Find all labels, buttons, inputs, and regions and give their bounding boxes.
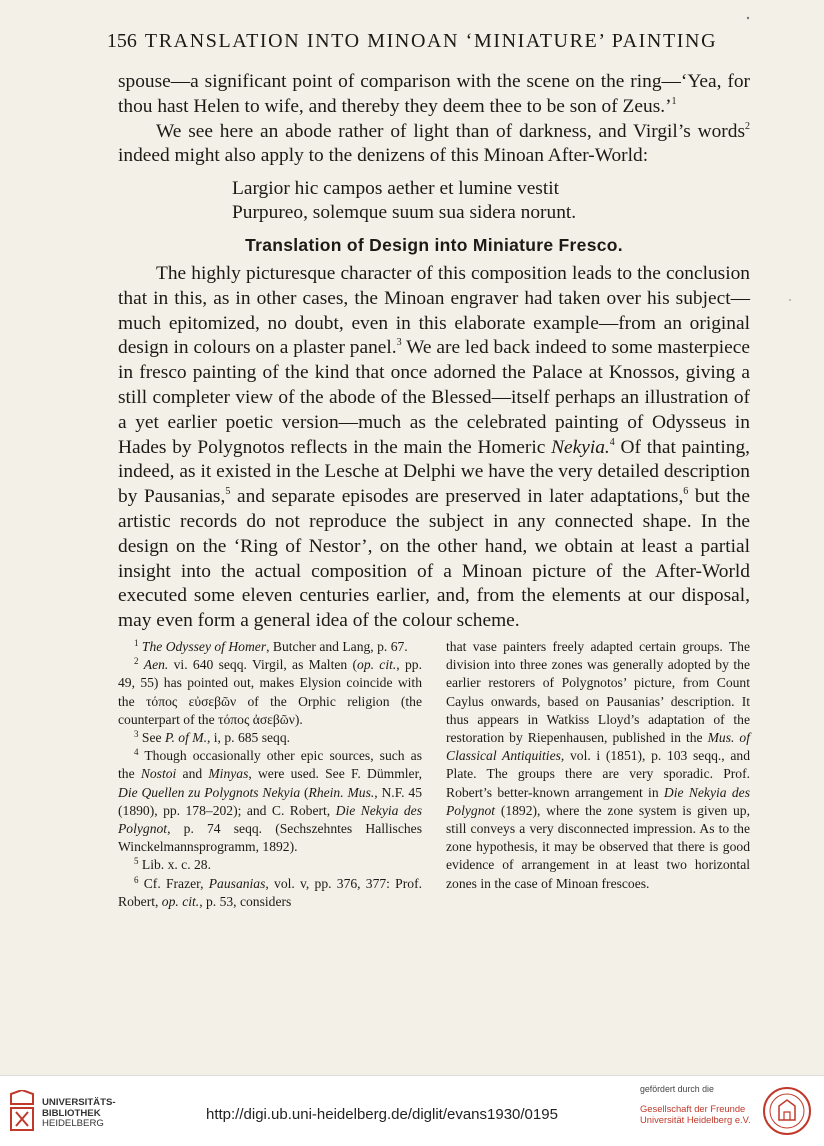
quote-line-2: Purpureo, solemque suum sua sidera norunt. xyxy=(232,202,577,224)
footnote-6: $^6$ Cf. Frazer, Pausanias, vol. v, pp. 376, 377: Prof. Robert, op. cit., p. 53, considers xyxy=(118,874,422,909)
footnote-6-continued: that vase painters freely adapted certain groups. The division into three zones was generally adopted by the earlier restorers of Polygnotos’ picture, from Count Caylus onwards, based on Pausanias’ description. It thus appears in Watkiss Lloyd’s adaptation of the restoration by Riepenhausen, published in the Mus. of Classical Antiquities, vol. i (1851), p. 103 seqq., and Plate. The groups there are very sporadic. Prof. Robert’s better-known arrangement in Die Nekyia des Polygnot (1892), where the zone system is given up, still conveys a very disconnected impression. As to the zone hypothesis, it may be observed that there is good evidence of arrangement in at least two horizontal zones in the case of Minoan frescoes. xyxy=(446,639,751,891)
university-library-logo-icon xyxy=(8,1090,36,1134)
footnote-ref-6: 6 xyxy=(683,486,689,498)
footnote-ref-1: 1 xyxy=(671,95,677,107)
footnote-3: $^3$ See P. of M., i, p. 685 seqq. xyxy=(134,729,291,746)
section-heading: Translation of Design into Miniature Fresco. xyxy=(245,235,623,256)
page-number: 156 xyxy=(106,30,137,52)
sponsor-name: Gesellschaft der Freunde Universität Heidelberg e.V. xyxy=(640,1103,751,1125)
digitization-footer xyxy=(0,1075,824,1146)
permalink-url[interactable]: http://digi.ub.uni-heidelberg.de/diglit/evans1930/0195 xyxy=(206,1106,558,1123)
paragraph-2: We see here an abode rather of light than of darkness, and Virgil’s words$^2$ indeed might also apply to the denizens of this Minoan After-World: xyxy=(118,120,750,167)
footnote-2: $^2$ Aen. vi. 640 seqq. Virgil, as Malten (op. cit., pp. 49, 55) has pointed out, makes Elysion coincide with the τόπος εὐσεβῶν of the Orphic religion (the counterpart of the τόπος ἀσεβῶν). xyxy=(118,656,422,727)
quote-line-1: Largior hic campos aether et lumine vestit xyxy=(232,178,560,200)
footnote-4: $^4$ Though occasionally other epic sources, such as the Nostoi and Minyas, were used. See F. Dümmler, Die Quellen zu Polygnots Nekyia (Rhein. Mus., N.F. 45 (1890), pp. 178–202); and C. Robert, Die Nekyia des Polygnot, p. 74 seqq. (Sechszehntes Hallisches Winckelmannsprogramm, 1892). xyxy=(118,747,423,855)
footnote-ref-2: 2 xyxy=(745,120,750,132)
footnote-ref-3: 3 xyxy=(396,337,402,349)
footnote-5: $^5$ Lib. x. c. 28. xyxy=(134,856,211,873)
footnote-ref-4: 4 xyxy=(609,436,615,448)
paragraph-1: spouse—a significant point of comparison with the scene on the ring—‘Yea, for thou hast Helen to wife, and thereby they deem thee to be son of Zeus.’$^1$ xyxy=(118,71,750,117)
library-name: UNIVERSITÄTS- BIBLIOTHEK HEIDELBERG xyxy=(42,1097,116,1130)
footnote-ref-5: 5 xyxy=(225,486,231,498)
sponsor-label: gefördert durch die xyxy=(640,1084,714,1094)
university-seal-icon xyxy=(762,1086,812,1136)
footnote-1: $^1$ The Odyssey of Homer, Butcher and Lang, p. 67. xyxy=(134,638,408,654)
paragraph-3: The highly picturesque character of this composition leads to the conclusion that in this, as in other cases, the Minoan engraver had taken over his subject—much epitomized, no doubt, even in this elaborate example—from an original design in colours on a plaster panel.$^3$ We are led back indeed to some masterpiece in fresco painting of the kind that once adorned the Palace at Knossos, giving a still completer view of the abode of the Blessed—itself perhaps an illustration of a yet earlier poetic version—much as the celebrated painting of Odysseus in Hades by Polygnotos reflects in the main the Homeric Nekyia.$^4$ Of that painting, indeed, as it existed in the Lesche at Delphi we have the very detailed description by Pausanias,$^5$ and separate episodes are preserved in later adaptations,$^6$ but the artistic records do not reproduce the subject in any connected shape. In the design on the ‘Ring of Nestor’, on the other hand, we obtain at least a partial insight into the actual composition of a Minoan picture of the After-World executed some eleven centuries earlier, and, from the elements at our disposal, may even form a general idea of the colour scheme. xyxy=(118,262,750,632)
running-title: TRANSLATION INTO MINOAN ‘MINIATURE’ PAINTING xyxy=(144,30,718,52)
